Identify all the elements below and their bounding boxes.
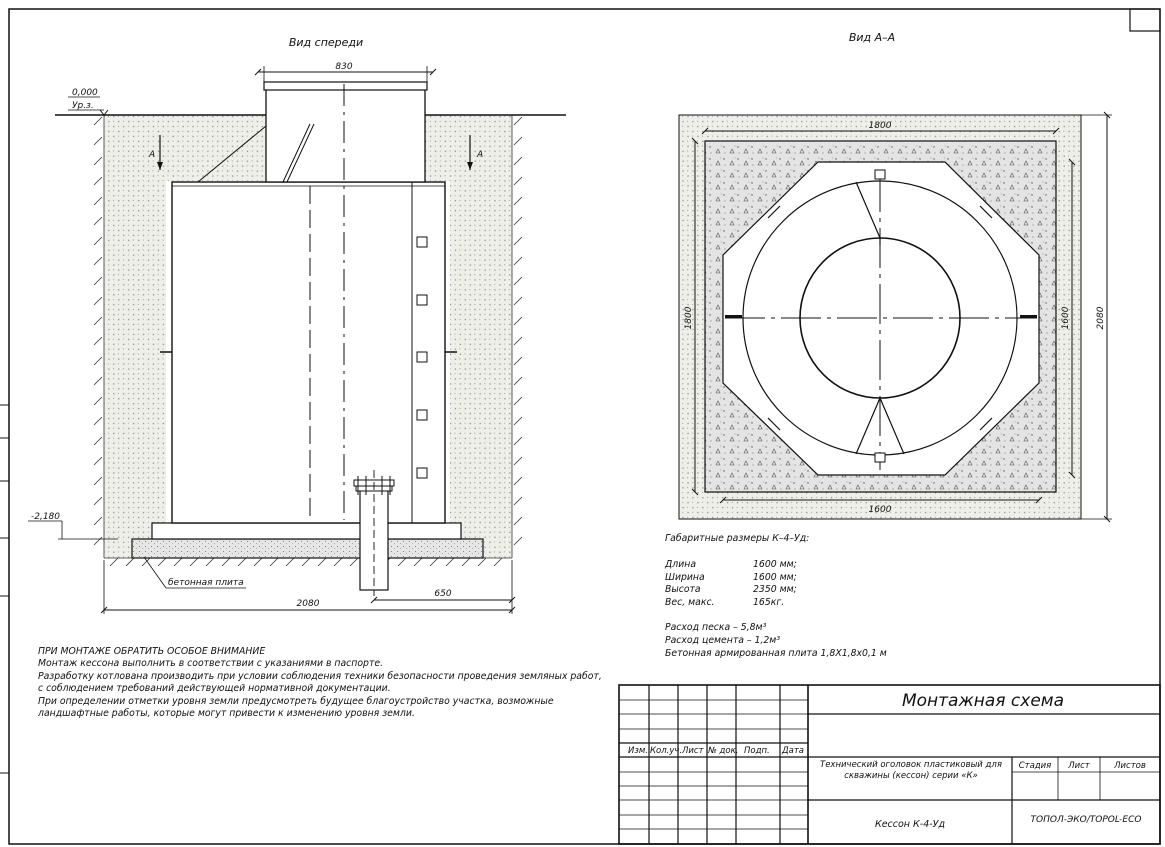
soil-top <box>166 115 266 181</box>
slab-label: бетонная плита <box>168 578 244 588</box>
spec-label: Вес, макс. <box>665 597 715 608</box>
caisson-base <box>152 523 461 539</box>
note-line: с соблюдением требований действующей нормативной документации. <box>38 683 391 694</box>
dim-section-top: 1800 <box>868 121 892 131</box>
spec-label: Ширина <box>665 572 705 583</box>
ladder-rung <box>417 295 427 305</box>
section-mark-label: А <box>477 150 484 160</box>
spec-slab: Бетонная армированная плита 1,8Х1,8х0,1 м <box>665 648 887 659</box>
stamp-header: Кол.уч. <box>650 746 683 756</box>
front-view-title: Вид спереди <box>288 36 364 49</box>
ladder-rung <box>417 410 427 420</box>
stamp-header: Дата <box>782 746 805 756</box>
dim-section-right-inner: 1600 <box>1061 306 1071 330</box>
title-block-text <box>628 691 1146 830</box>
note-line: ландшафтные работы, которые могут привести к изменению уровня земли. <box>38 708 415 719</box>
stamp-company: ТОПОЛ-ЭКО/TOPOL-ECO <box>1030 815 1142 825</box>
ladder-rung <box>417 237 427 247</box>
stamp-title: Монтажная схема <box>901 691 1065 711</box>
dim-neck-width: 830 <box>335 62 353 72</box>
outlet-pipe <box>360 488 388 590</box>
level-zero: 0,000 <box>72 88 98 98</box>
soil-right <box>450 115 512 558</box>
spec-label: Высота <box>665 584 701 595</box>
spec-value: 165кг. <box>753 597 785 608</box>
notes-block <box>37 646 602 719</box>
spec-value: 1600 мм; <box>753 572 797 583</box>
note-line: Монтаж кессона выполнить в соответствии с указаниями в паспорте. <box>38 658 384 669</box>
corner-box <box>1130 9 1160 31</box>
specs-block <box>664 533 887 659</box>
stamp-header: № док. <box>708 746 739 756</box>
dim-section-bottom: 1600 <box>868 505 892 515</box>
stamp-sheet: Лист <box>1068 761 1090 771</box>
spec-label: Длина <box>665 559 697 570</box>
stamp-sheets: Листов <box>1114 761 1146 771</box>
stamp-product: Технический оголовок пластиковый для скважины (кессон) серии «К» <box>820 760 1002 781</box>
dim-section-left: 1800 <box>684 306 694 330</box>
spec-value: 2350 мм; <box>753 584 797 595</box>
stamp-header: Лист <box>682 746 704 756</box>
specs-title: Габаритные размеры К–4–Уд: <box>665 533 810 544</box>
level-label: Ур.з. <box>72 101 94 111</box>
stamp-header: Подп. <box>744 746 770 756</box>
level-bottom: -2,180 <box>31 512 61 522</box>
front-view <box>28 36 566 614</box>
dim-outlet: 650 <box>434 589 452 599</box>
notes-heading: ПРИ МОНТАЖЕ ОБРАТИТЬ ОСОБОЕ ВНИМАНИЕ <box>38 646 266 657</box>
ladder-rung <box>417 468 427 478</box>
dim-total-width: 2080 <box>296 599 320 609</box>
section-view-title: Вид А–А <box>848 31 896 44</box>
ladder-rung <box>417 352 427 362</box>
stamp-stage: Стадия <box>1018 761 1052 771</box>
stamp-drawing-name: Кессон К-4-Уд <box>874 819 946 830</box>
dim-section-right-outer: 2080 <box>1096 306 1106 330</box>
caisson-body <box>172 182 445 523</box>
spec-cement: Расход цемента – 1,2м³ <box>665 635 781 646</box>
spec-value: 1600 мм; <box>753 559 797 570</box>
note-line: Разработку котлована производить при условии соблюдения техники безопасности проведения земляных работ, <box>38 671 602 682</box>
section-mark-label: А <box>149 150 156 160</box>
soil-left <box>104 115 166 558</box>
concrete-slab <box>132 539 483 558</box>
note-line: При определении отметки уровня земли предусмотреть будущее благоустройство участка, возможные <box>38 696 554 707</box>
neck-lid <box>264 82 427 90</box>
stamp-header: Изм. <box>628 746 648 756</box>
spec-sand: Расход песка – 5,8м³ <box>665 622 767 633</box>
section-view <box>679 31 1112 519</box>
